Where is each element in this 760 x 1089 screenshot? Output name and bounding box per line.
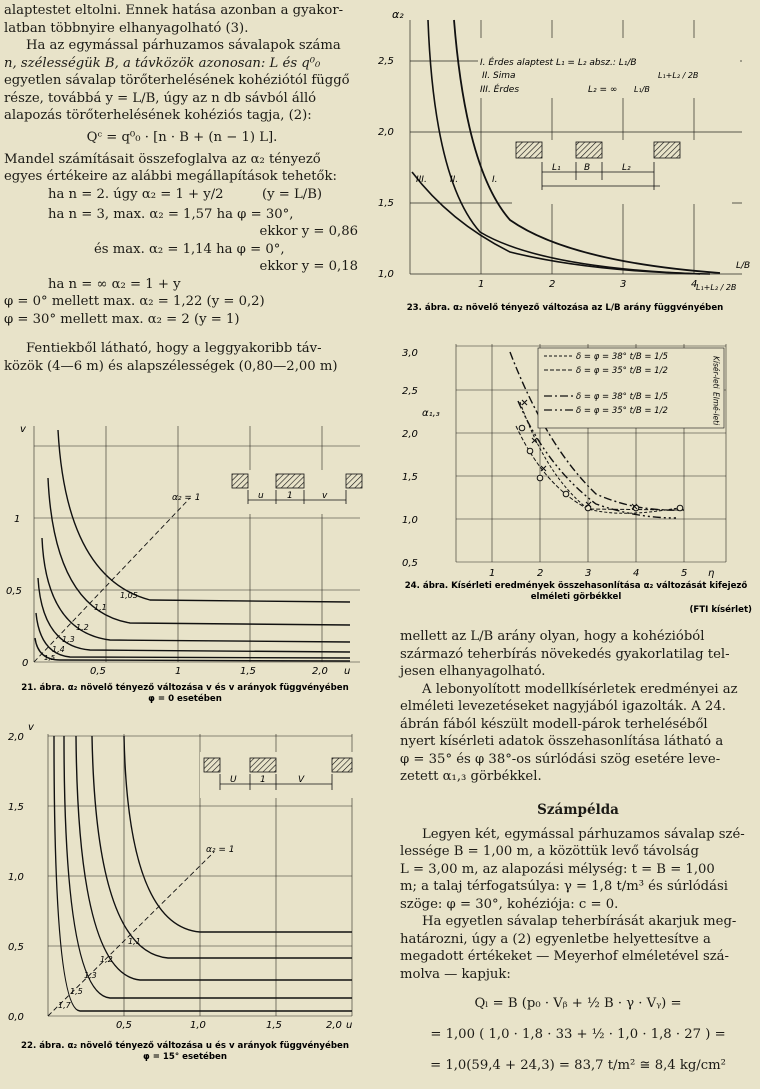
paragraph-line: Fentiekből látható, hogy a leggyakoribb táv- <box>26 341 322 356</box>
x-tick: 0 <box>22 658 29 669</box>
paragraph-line: alapozás törőterhelésének kohéziós tagja, (2): <box>4 108 312 123</box>
equation-line: Qₗ = B (p₀ · Vᵦ + ½ B · γ · Vᵧ) = <box>474 996 682 1011</box>
curve-label: 1,2 <box>100 955 113 964</box>
x-tick: 4 <box>633 568 640 579</box>
paragraph-line: származó teherbírás növekedés gyakorlatilag tel- <box>400 646 730 662</box>
foundation-sketch <box>512 140 732 204</box>
curve-label: 1,2 <box>76 623 89 632</box>
x-tick: 1 <box>175 666 182 677</box>
curve-label: 1,1 <box>94 603 107 612</box>
curve-1-05 <box>58 430 350 602</box>
condition-text: ha n = ∞ α₂ = 1 + y <box>48 276 181 292</box>
y-tick: 1,5 <box>378 198 394 209</box>
x-tick: 2 <box>537 568 544 579</box>
y-tick: 1 <box>14 514 21 525</box>
legend-item: I. Érdes alaptest L₁ = L₂ absz.: L₁/B <box>480 58 637 68</box>
dim-label: L₁ <box>552 163 561 173</box>
paragraph-line: alaptestet eltolni. Ennek hatása azonban a gyakor- <box>4 3 344 18</box>
figure-21 <box>0 418 370 708</box>
paragraph-line: nyert kísérleti adatok összehasonlítása látható a <box>400 734 724 749</box>
legend-item: δ = φ = 38° t/B = 1/5 <box>576 392 668 402</box>
paragraph-line: megadott értékeket — Meyerhof elméletével szá- <box>400 949 729 964</box>
dim-label: B <box>584 163 591 173</box>
condition-row <box>4 186 360 206</box>
paragraph-line: m; a talaj térfogatsúlya: γ = 1,8 t/m³ és súrlódási <box>400 879 728 894</box>
x-axis-label: u <box>346 1020 353 1031</box>
y-tick: 0,0 <box>8 1012 24 1023</box>
x-tick: 0,5 <box>116 1020 132 1031</box>
experiment-curve-35 <box>516 426 680 510</box>
condition-text: φ = 30° mellett max. α₂ = 2 (y = 1) <box>4 311 240 327</box>
condition-text: (y = L/B) <box>262 186 323 202</box>
condition-text: ekkor y = 0,18 <box>259 259 358 274</box>
condition-text: ha n = 2. úgy α₂ = 1 + y/2 <box>48 186 224 202</box>
curve-label: 1,3 <box>84 971 97 980</box>
y-tick: 1,0 <box>402 515 418 526</box>
paragraph-line: A lebonyolított modellkísérletek eredményei az <box>422 681 738 697</box>
paragraph-line: Ha az egymással párhuzamos sávalapok száma <box>26 38 341 53</box>
x-axis-label: u <box>344 666 351 677</box>
figure-24 <box>396 326 760 616</box>
y-tick: 2,5 <box>402 386 418 397</box>
paragraph-line: latban többnyire elhanyagolható (3). <box>4 20 249 36</box>
figure-source: (FTI kísérlet) <box>689 605 752 615</box>
condition-text: φ = 0° mellett max. α₂ = 1,22 (y = 0,2) <box>4 294 265 309</box>
x-axis-label: L/B <box>736 261 751 271</box>
paragraph-line: ábrán fából készült modell-párok terheléséből <box>400 716 708 732</box>
right-text-column <box>400 628 756 1089</box>
x-tick: 1,5 <box>240 666 256 677</box>
x-end-label: L₁+L₂ / 2B <box>696 283 737 292</box>
x-tick: 2,0 <box>312 666 328 677</box>
paragraph-line: Mandel számításait összefoglalva az α₂ tényező <box>4 151 321 167</box>
y-tick: 1,0 <box>8 872 24 883</box>
paragraph-line: mellett az L/B arány olyan, hogy a kohézióból <box>400 629 705 644</box>
paragraph-line: φ = 35° és φ 38°-os súrlódási szög esetére leve- <box>400 751 721 767</box>
paragraph-line: határozni, úgy a (2) egyenletbe helyettesítve a <box>400 931 711 947</box>
figure-caption: 22. ábra. α₂ növelő tényező változása u és v arányok függvényében <box>21 1041 349 1051</box>
dim-label: V <box>298 775 305 785</box>
paragraph-line: L = 3,00 m, az alapozási mélység: t = B = 1,00 <box>400 861 715 877</box>
legend-group-label: Kísér-leti <box>711 356 721 389</box>
y-tick: 2,0 <box>402 429 418 440</box>
x-tick: 1,0 <box>190 1020 206 1031</box>
y-tick: 0,5 <box>6 586 22 597</box>
legend-item: L₁+L₂ / 2B <box>658 71 699 80</box>
legend-item: II. Sima <box>482 71 516 81</box>
paragraph-line: Legyen két, egymással párhuzamos sávalap szé- <box>422 826 745 842</box>
y-axis-label: v <box>20 424 26 435</box>
equation-line: = 1,0(59,4 + 24,3) = 83,7 t/m² ≅ 8,4 kg/cm² <box>430 1058 726 1074</box>
paragraph-line: Ha egyetlen sávalap teherbírását akarjuk meg- <box>422 914 737 929</box>
y-tick: 1,5 <box>8 802 24 813</box>
legend-item: δ = φ = 35° t/B = 1/2 <box>576 406 668 416</box>
dim-label: 1 <box>287 491 293 501</box>
figure-caption: φ = 0 esetében <box>148 694 222 704</box>
curve-label: 1,1 <box>128 937 141 946</box>
x-tick: 2 <box>549 279 556 290</box>
figure-caption: φ = 15° esetében <box>143 1052 227 1062</box>
legend-item: δ = φ = 35° t/B = 1/2 <box>576 366 668 376</box>
curve-label: II. <box>450 175 459 185</box>
x-tick: 4 <box>691 279 698 290</box>
paragraph-line: része, továbbá y = L/B, úgy az n db sávból álló <box>4 90 317 106</box>
paragraph-line: n, szélességük B, a távközök azonosan: L és q⁰₀ <box>4 55 321 71</box>
dim-label: L₂ <box>622 163 631 173</box>
section-heading: Számpélda <box>537 801 619 818</box>
figure-caption: 23. ábra. α₂ növelő tényező változása az L/B arány függvényében <box>406 303 724 313</box>
figure-23 <box>370 0 760 320</box>
equation-qc: Qᶜ = q⁰₀ · [n · B + (n − 1) L]. <box>86 129 278 145</box>
paragraph-line: molva — kapjuk: <box>400 966 511 982</box>
left-text-column <box>4 2 360 375</box>
curve-label: 1,7 <box>58 1001 71 1010</box>
y-tick: 2,5 <box>378 56 394 67</box>
y-tick: 1,0 <box>378 269 394 280</box>
x-tick: 0,5 <box>90 666 106 677</box>
curve-label: 1,05 <box>120 591 138 600</box>
dim-label: 1 <box>260 775 266 785</box>
y-tick: 3,0 <box>402 348 418 359</box>
x-tick: 1,5 <box>266 1020 282 1031</box>
paragraph-line: közök (4—6 m) és alapszélességek (0,80—2,00 m) <box>4 358 338 374</box>
curve-label: 1,5 <box>44 654 56 662</box>
y-axis-label: v <box>28 722 34 733</box>
y-tick: 2,0 <box>378 127 394 138</box>
y-tick: 0,5 <box>8 942 24 953</box>
figure-caption: 24. ábra. Kísérleti eredmények összehasonlítása α₂ változását kifejező <box>404 581 748 591</box>
diagonal-label: α₂ = 1 <box>206 845 235 855</box>
figure-22 <box>0 712 370 1072</box>
foundation-sketch <box>200 752 356 798</box>
diagonal-label: α₂ = 1 <box>172 493 201 503</box>
y-tick: 2,0 <box>8 732 24 743</box>
curve-label: I. <box>492 175 498 185</box>
y-tick: 1,5 <box>402 472 418 483</box>
curve-label: III. <box>416 175 427 185</box>
legend-item: L₂ = ∞ <box>588 85 618 95</box>
dim-label: u <box>258 491 264 501</box>
y-tick: 0,5 <box>402 558 418 569</box>
condition-text: ha n = 3, max. α₂ = 1,57 ha φ = 30°, <box>48 206 294 222</box>
x-axis-label: η <box>708 568 715 579</box>
equation-line: = 1,00 ( 1,0 · 1,8 · 33 + ½ · 1,0 · 1,8 · 27 ) = <box>430 1027 726 1043</box>
dim-label: v <box>322 491 328 501</box>
condition-text: ekkor y = 0,86 <box>259 224 358 239</box>
figure-caption: elméleti görbékkel <box>530 592 622 602</box>
paragraph-line: egyes értékeire az alábbi megállapítások tehetők: <box>4 169 337 184</box>
curve-label: 1,4 <box>52 645 65 654</box>
paragraph-line: egyetlen sávalap törőterhelésének kohéziótól függő <box>4 73 350 88</box>
legend-item: L₁/B <box>634 85 650 94</box>
foundation-sketch <box>226 470 366 514</box>
curve-label: 1,3 <box>62 635 75 644</box>
x-tick: 3 <box>585 568 592 579</box>
legend-item: III. Érdes <box>480 85 520 95</box>
y-axis-label: α₂ <box>392 8 404 21</box>
x-tick: 2,0 <box>326 1020 342 1031</box>
y-axis-label: α₁,₃ <box>422 408 440 419</box>
dim-label: U <box>230 775 237 785</box>
x-tick: 1 <box>478 279 485 290</box>
paragraph-line: szöge: φ = 30°, kohéziója: c = 0. <box>400 896 619 912</box>
figure-caption: 21. ábra. α₂ növelő tényező változása v és v arányok függvényében <box>21 683 349 693</box>
legend-item: δ = φ = 38° t/B = 1/5 <box>576 352 668 362</box>
curve-label: 1,5 <box>70 987 83 996</box>
x-tick: 1 <box>489 568 496 579</box>
paragraph-line: elméleti levezetéseket nagyjából igazolták. A 24. <box>400 699 726 714</box>
x-tick: 5 <box>681 568 688 579</box>
condition-text: és max. α₂ = 1,14 ha φ = 0°, <box>94 241 285 257</box>
paragraph-line: lessége B = 1,00 m, a közöttük levő távolság <box>400 844 699 859</box>
x-tick: 3 <box>620 279 627 290</box>
paragraph-line: jesen elhanyagolható. <box>400 664 546 679</box>
paragraph-line: zetett α₁,₃ görbékkel. <box>400 769 542 784</box>
legend-group-label: Elmé-leti <box>711 392 721 426</box>
